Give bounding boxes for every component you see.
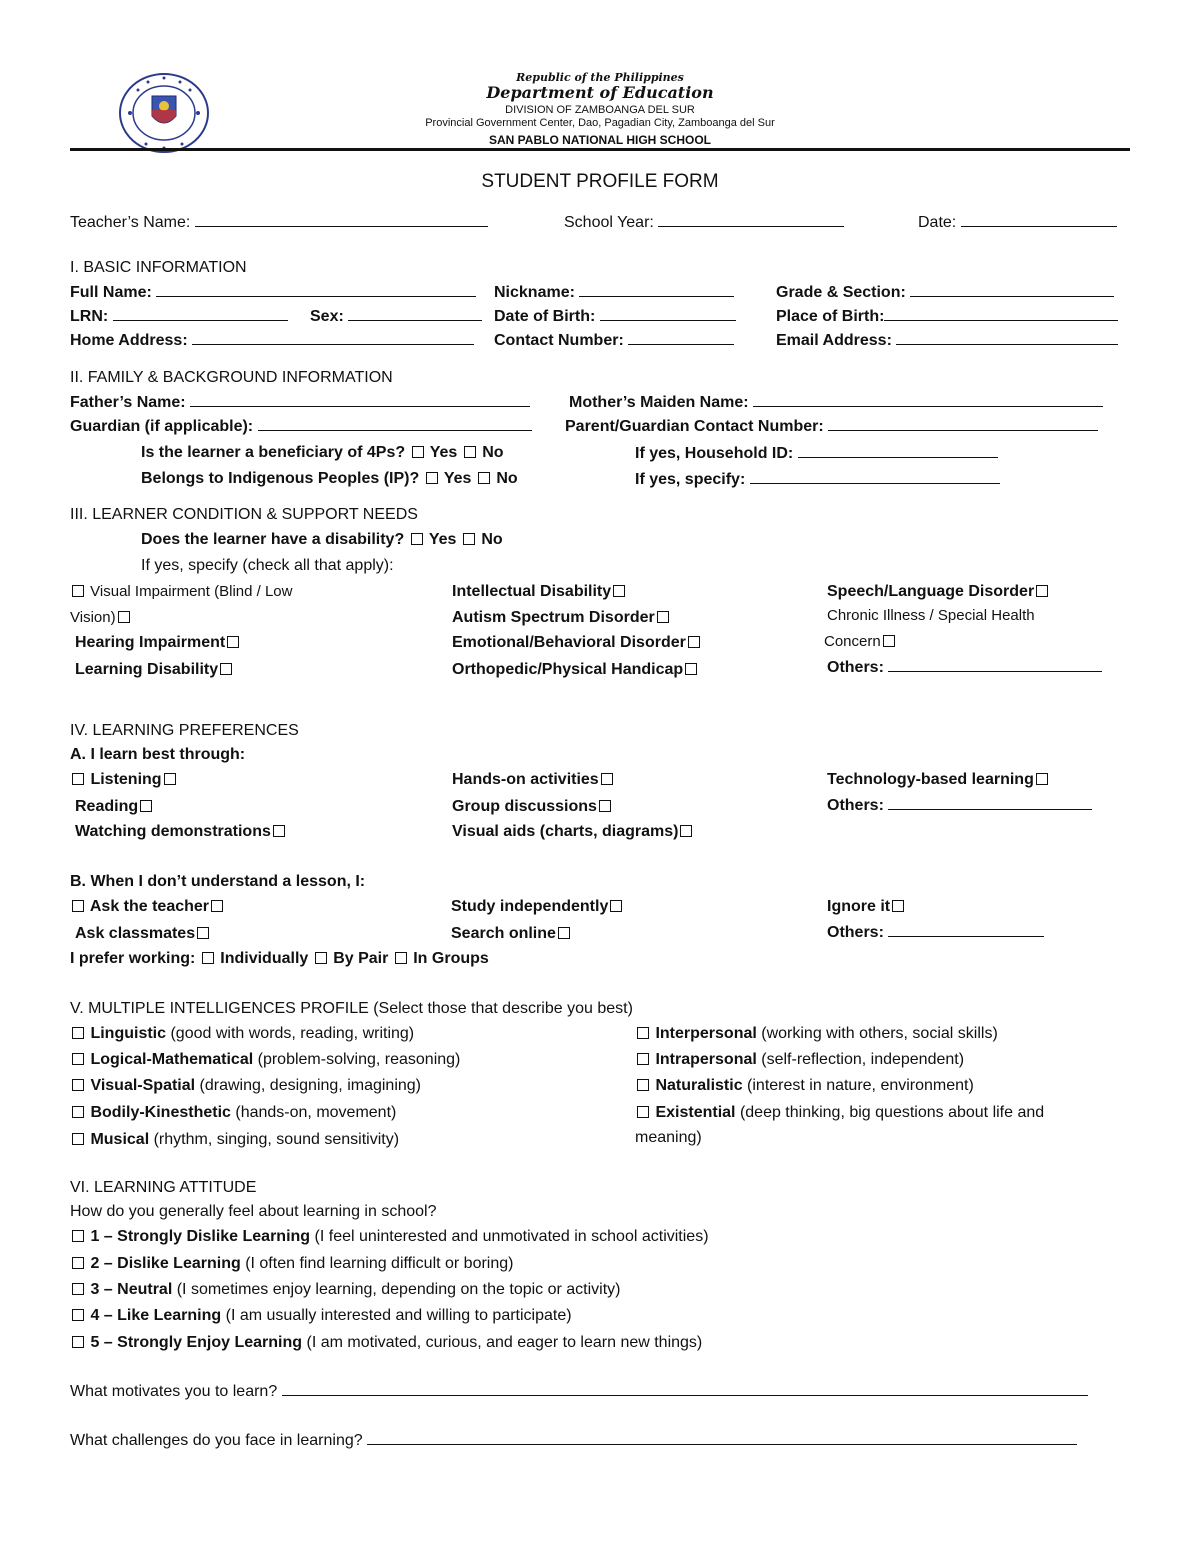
mother-name-field[interactable]: [569, 392, 1103, 413]
disability-label: Does the learner have a disability?: [141, 531, 405, 548]
contact-number-label: Contact Number:: [494, 332, 624, 349]
orthopedic-label: Orthopedic/Physical Handicap: [452, 661, 684, 678]
nickname-field[interactable]: [494, 282, 734, 303]
bodily-desc: (hands-on, movement): [235, 1104, 397, 1121]
learning-disability-label: Learning Disability: [75, 661, 219, 678]
full-name-field[interactable]: [70, 282, 476, 303]
section-preferences-heading: IV. LEARNING PREFERENCES: [70, 722, 299, 739]
pob-field[interactable]: [776, 306, 1118, 327]
hands-on-item[interactable]: [452, 770, 615, 790]
teacher-name-field[interactable]: [70, 212, 488, 233]
household-id-label: If yes, Household ID:: [635, 445, 794, 462]
challenges-label: What challenges do you face in learning?: [70, 1432, 363, 1449]
tech-checkbox[interactable]: [1036, 773, 1048, 785]
section-basic-heading: I. BASIC INFORMATION: [70, 259, 247, 276]
ignore-label: Ignore it: [827, 898, 891, 915]
attitude-option-5[interactable]: [70, 1333, 702, 1353]
challenges-field[interactable]: [70, 1430, 1077, 1451]
attitude-4-desc: (I am usually interested and willing to participate): [225, 1307, 572, 1324]
attitude-3-label: 3 – Neutral: [90, 1281, 173, 1298]
household-id-line[interactable]: [798, 443, 998, 458]
not-understand-heading: B. When I don’t understand a lesson, I:: [70, 873, 366, 890]
guardian-contact-field[interactable]: [565, 416, 1098, 437]
reading-item[interactable]: [75, 797, 154, 817]
attitude-5-desc: (I am motivated, curious, and eager to learn new things): [306, 1334, 703, 1351]
lrn-field[interactable]: [70, 306, 288, 327]
linguistic-checkbox[interactable]: [72, 1027, 84, 1039]
understand-others-field[interactable]: [827, 922, 1044, 943]
sex-label: Sex:: [310, 308, 344, 325]
section-condition-heading: III. LEARNER CONDITION & SUPPORT NEEDS: [70, 506, 418, 523]
group-discussions-label: Group discussions: [452, 798, 597, 815]
musical-item[interactable]: [70, 1130, 399, 1150]
household-id-field[interactable]: [635, 443, 998, 464]
search-online-label: Search online: [451, 925, 556, 942]
lrn-label: LRN:: [70, 308, 109, 325]
orthopedic-checkbox[interactable]: [685, 663, 697, 675]
watching-checkbox[interactable]: [273, 825, 285, 837]
attitude-2-desc: (I often find learning difficult or boring): [245, 1255, 514, 1272]
father-name-line[interactable]: [190, 392, 530, 407]
section-intelligences-heading: V. MULTIPLE INTELLIGENCES PROFILE (Select those that describe you best): [70, 1000, 633, 1017]
teacher-name-line[interactable]: [195, 212, 488, 227]
disability-question: [141, 530, 503, 550]
understand-others-line[interactable]: [888, 922, 1044, 937]
intrapersonal-item[interactable]: [635, 1050, 964, 1070]
email-field[interactable]: [776, 330, 1118, 351]
ip-specify-field[interactable]: [635, 469, 1000, 490]
fourps-no-label: No: [482, 444, 504, 461]
disability-specify-text: If yes, specify (check all that apply):: [141, 557, 394, 574]
attitude-2-checkbox[interactable]: [72, 1257, 84, 1269]
existential-desc-2: meaning): [635, 1129, 702, 1146]
ask-teacher-checkbox-pre[interactable]: [72, 900, 84, 912]
ask-classmates-checkbox[interactable]: [197, 927, 209, 939]
ip-no-checkbox[interactable]: [478, 472, 490, 484]
contact-number-line[interactable]: [628, 330, 734, 345]
by-pair-label: By Pair: [333, 950, 389, 967]
preference-others-field[interactable]: [827, 795, 1092, 816]
grade-section-field[interactable]: [776, 282, 1114, 303]
ip-no-label: No: [496, 470, 518, 487]
visual-spatial-checkbox[interactable]: [72, 1079, 84, 1091]
naturalistic-checkbox[interactable]: [637, 1079, 649, 1091]
speech-item[interactable]: [827, 582, 1050, 602]
ask-teacher-label: Ask the teacher: [89, 898, 210, 915]
fourps-no-checkbox[interactable]: [464, 446, 476, 458]
listening-label: Listening: [90, 771, 162, 788]
preference-others-line[interactable]: [888, 795, 1092, 810]
contact-number-field[interactable]: [494, 330, 734, 351]
attitude-3-checkbox[interactable]: [72, 1283, 84, 1295]
grade-section-label: Grade & Section:: [776, 284, 906, 301]
reading-label: Reading: [75, 798, 139, 815]
lrn-line[interactable]: [113, 306, 288, 321]
logical-desc: (problem-solving, reasoning): [257, 1051, 461, 1068]
header-department: Department of Education: [486, 83, 714, 102]
hearing-impairment-item[interactable]: [75, 633, 241, 653]
nickname-line[interactable]: [579, 282, 734, 297]
visual-impairment-checkbox-2[interactable]: [118, 611, 130, 623]
visual-impairment-item[interactable]: [70, 582, 292, 602]
learning-disability-checkbox[interactable]: [220, 663, 232, 675]
ask-classmates-item[interactable]: [75, 924, 211, 944]
ask-teacher-checkbox[interactable]: [211, 900, 223, 912]
hearing-impairment-label: Hearing Impairment: [75, 634, 226, 651]
watching-item[interactable]: [75, 822, 287, 842]
nickname-label: Nickname:: [494, 284, 575, 301]
emotional-item[interactable]: [452, 633, 702, 653]
father-name-label: Father’s Name:: [70, 394, 186, 411]
disability-others-label: Others:: [827, 659, 884, 676]
musical-label: Musical: [90, 1131, 150, 1148]
learn-best-heading: A. I learn best through:: [70, 746, 246, 763]
ip-yes-checkbox[interactable]: [426, 472, 438, 484]
guardian-line[interactable]: [258, 416, 532, 431]
attitude-1-desc: (I feel uninterested and unmotivated in school activities): [314, 1228, 709, 1245]
emotional-checkbox[interactable]: [688, 636, 700, 648]
disability-no-label: No: [481, 531, 503, 548]
home-address-field[interactable]: [70, 330, 474, 351]
father-name-field[interactable]: [70, 392, 530, 413]
visual-impairment-item-cont: [70, 608, 132, 628]
linguistic-item[interactable]: [70, 1024, 414, 1044]
attitude-option-2[interactable]: [70, 1254, 513, 1274]
grade-section-line[interactable]: [910, 282, 1114, 297]
section-attitude-heading: VI. LEARNING ATTITUDE: [70, 1179, 257, 1196]
speech-checkbox[interactable]: [1036, 585, 1048, 597]
intellectual-disability-label: Intellectual Disability: [452, 583, 612, 600]
header-rule: [70, 148, 1130, 151]
ignore-checkbox[interactable]: [892, 900, 904, 912]
individually-label: Individually: [220, 950, 309, 967]
teacher-name-label: Teacher’s Name:: [70, 214, 191, 231]
musical-checkbox[interactable]: [72, 1133, 84, 1145]
in-groups-label: In Groups: [413, 950, 489, 967]
understand-others-label: Others:: [827, 924, 884, 941]
attitude-option-1[interactable]: [70, 1227, 709, 1247]
speech-label: Speech/Language Disorder: [827, 583, 1035, 600]
prefer-working-row: [70, 949, 489, 969]
tech-item[interactable]: [827, 770, 1050, 790]
bodily-item[interactable]: [70, 1103, 396, 1123]
sex-field[interactable]: [310, 306, 482, 327]
attitude-1-checkbox[interactable]: [72, 1230, 84, 1242]
date-field[interactable]: [918, 212, 1117, 233]
bodily-checkbox[interactable]: [72, 1106, 84, 1118]
interpersonal-checkbox[interactable]: [637, 1027, 649, 1039]
sex-line[interactable]: [348, 306, 482, 321]
logical-label: Logical-Mathematical: [90, 1051, 254, 1068]
dob-field[interactable]: [494, 306, 736, 327]
ask-classmates-label: Ask classmates: [75, 925, 196, 942]
date-label: Date:: [918, 214, 957, 231]
visual-aids-checkbox[interactable]: [680, 825, 692, 837]
full-name-line[interactable]: [156, 282, 476, 297]
linguistic-desc: (good with words, reading, writing): [170, 1025, 415, 1042]
tech-label: Technology-based learning: [827, 771, 1034, 788]
ip-specify-label: If yes, specify:: [635, 471, 746, 488]
existential-item[interactable]: [635, 1103, 1044, 1123]
dob-label: Date of Birth:: [494, 308, 596, 325]
school-year-field[interactable]: [564, 212, 844, 233]
intellectual-disability-checkbox[interactable]: [613, 585, 625, 597]
by-pair-checkbox[interactable]: [315, 952, 327, 964]
visual-impairment-label: Visual Impairment (Blind / Low: [90, 583, 293, 600]
existential-desc: (deep thinking, big questions about life and: [739, 1104, 1045, 1121]
attitude-5-label: 5 – Strongly Enjoy Learning: [90, 1334, 303, 1351]
learning-disability-item[interactable]: [75, 660, 234, 680]
musical-desc: (rhythm, singing, sound sensitivity): [153, 1131, 400, 1148]
emotional-label: Emotional/Behavioral Disorder: [452, 634, 686, 651]
bodily-label: Bodily-Kinesthetic: [90, 1104, 231, 1121]
interpersonal-desc: (working with others, social skills): [761, 1025, 998, 1042]
in-groups-checkbox[interactable]: [395, 952, 407, 964]
email-line[interactable]: [896, 330, 1118, 345]
visual-aids-label: Visual aids (charts, diagrams): [452, 823, 679, 840]
chronic-illness-item[interactable]: [827, 606, 1035, 626]
search-online-item[interactable]: [451, 924, 572, 944]
attitude-option-3[interactable]: [70, 1280, 621, 1300]
existential-checkbox[interactable]: [637, 1106, 649, 1118]
study-independently-label: Study independently: [451, 898, 609, 915]
header-division: DIVISION OF ZAMBOANGA DEL SUR: [505, 104, 695, 116]
challenges-line[interactable]: [367, 1430, 1077, 1445]
chronic-illness-item-cont: [824, 632, 897, 652]
search-online-checkbox[interactable]: [558, 927, 570, 939]
orthopedic-item[interactable]: [452, 660, 699, 680]
guardian-label: Guardian (if applicable):: [70, 418, 254, 435]
ignore-item[interactable]: [827, 897, 906, 917]
visual-spatial-label: Visual-Spatial: [90, 1077, 196, 1094]
intellectual-disability-item[interactable]: [452, 582, 627, 602]
attitude-1-label: 1 – Strongly Dislike Learning: [90, 1228, 311, 1245]
attitude-5-checkbox[interactable]: [72, 1336, 84, 1348]
section-family-heading: II. FAMILY & BACKGROUND INFORMATION: [70, 369, 393, 386]
pob-line[interactable]: [884, 306, 1118, 321]
guardian-contact-label: Parent/Guardian Contact Number:: [565, 418, 824, 435]
interpersonal-label: Interpersonal: [655, 1025, 757, 1042]
logical-item[interactable]: [70, 1050, 460, 1070]
interpersonal-item[interactable]: [635, 1024, 998, 1044]
group-discussions-item[interactable]: [452, 797, 613, 817]
attitude-4-label: 4 – Like Learning: [90, 1307, 222, 1324]
disability-others-line[interactable]: [888, 657, 1102, 672]
home-address-label: Home Address:: [70, 332, 188, 349]
header-school: SAN PABLO NATIONAL HIGH SCHOOL: [489, 133, 711, 147]
disability-yes-label: Yes: [428, 531, 457, 548]
header-republic: Republic of the Philippines: [516, 71, 684, 84]
naturalistic-item[interactable]: [635, 1076, 974, 1096]
preference-others-label: Others:: [827, 797, 884, 814]
fourps-yes-checkbox[interactable]: [412, 446, 424, 458]
ip-label: Belongs to Indigenous Peoples (IP)?: [141, 470, 420, 487]
motivates-field[interactable]: [70, 1381, 1088, 1402]
visual-impairment-checkbox[interactable]: [72, 585, 84, 597]
date-line[interactable]: [961, 212, 1117, 227]
fourps-yes-label: Yes: [429, 444, 458, 461]
email-label: Email Address:: [776, 332, 892, 349]
hands-on-label: Hands-on activities: [452, 771, 599, 788]
motivates-line[interactable]: [282, 1381, 1088, 1396]
dob-line[interactable]: [600, 306, 736, 321]
existential-label: Existential: [655, 1104, 736, 1121]
disability-others-field[interactable]: [827, 657, 1102, 678]
reading-checkbox[interactable]: [140, 800, 152, 812]
linguistic-label: Linguistic: [90, 1025, 167, 1042]
group-discussions-checkbox[interactable]: [599, 800, 611, 812]
chronic-illness-checkbox[interactable]: [883, 635, 895, 647]
autism-label: Autism Spectrum Disorder: [452, 609, 655, 626]
visual-spatial-desc: (drawing, designing, imagining): [199, 1077, 421, 1094]
attitude-question: How do you generally feel about learning in school?: [70, 1203, 437, 1220]
attitude-4-checkbox[interactable]: [72, 1309, 84, 1321]
chronic-illness-label-2: Concern: [824, 633, 881, 650]
autism-checkbox[interactable]: [657, 611, 669, 623]
school-year-line[interactable]: [658, 212, 844, 227]
study-independently-item[interactable]: [451, 897, 624, 917]
guardian-contact-line[interactable]: [828, 416, 1098, 431]
header-address: Provincial Government Center, Dao, Pagadian City, Zamboanga del Sur: [425, 117, 775, 129]
disability-no-checkbox[interactable]: [463, 533, 475, 545]
visual-impairment-label-2: Vision): [70, 609, 116, 626]
mother-name-label: Mother’s Maiden Name:: [569, 394, 749, 411]
listening-checkbox[interactable]: [164, 773, 176, 785]
logical-checkbox[interactable]: [72, 1053, 84, 1065]
fourps-question: [141, 443, 504, 463]
visual-aids-item[interactable]: [452, 822, 694, 842]
attitude-3-desc: (I sometimes enjoy learning, depending on the topic or activity): [176, 1281, 621, 1298]
ip-question: [141, 469, 518, 489]
intrapersonal-checkbox[interactable]: [637, 1053, 649, 1065]
attitude-2-label: 2 – Dislike Learning: [90, 1255, 241, 1272]
prefer-working-label: I prefer working:: [70, 950, 196, 967]
chronic-illness-label: Chronic Illness / Special Health: [827, 607, 1035, 624]
visual-spatial-item[interactable]: [70, 1076, 421, 1096]
intrapersonal-desc: (self-reflection, independent): [761, 1051, 965, 1068]
attitude-option-4[interactable]: [70, 1306, 572, 1326]
school-year-label: School Year:: [564, 214, 654, 231]
ask-teacher-item[interactable]: [70, 897, 225, 917]
motivates-label: What motivates you to learn?: [70, 1383, 278, 1400]
study-independently-checkbox[interactable]: [610, 900, 622, 912]
listening-item[interactable]: [70, 770, 178, 790]
naturalistic-label: Naturalistic: [655, 1077, 743, 1094]
home-address-line[interactable]: [192, 330, 474, 345]
guardian-field[interactable]: [70, 416, 532, 437]
hearing-impairment-checkbox[interactable]: [227, 636, 239, 648]
intrapersonal-label: Intrapersonal: [655, 1051, 757, 1068]
full-name-label: Full Name:: [70, 284, 152, 301]
autism-item[interactable]: [452, 608, 671, 628]
watching-label: Watching demonstrations: [75, 823, 271, 840]
naturalistic-desc: (interest in nature, environment): [747, 1077, 974, 1094]
listening-checkbox-pre[interactable]: [72, 773, 84, 785]
individually-checkbox[interactable]: [202, 952, 214, 964]
mother-name-line[interactable]: [753, 392, 1103, 407]
fourps-label: Is the learner a beneficiary of 4Ps?: [141, 444, 406, 461]
pob-label: Place of Birth:: [776, 308, 885, 325]
ip-specify-line[interactable]: [750, 469, 1000, 484]
ip-yes-label: Yes: [443, 470, 472, 487]
form-title: STUDENT PROFILE FORM: [481, 171, 719, 192]
disability-yes-checkbox[interactable]: [411, 533, 423, 545]
hands-on-checkbox[interactable]: [601, 773, 613, 785]
